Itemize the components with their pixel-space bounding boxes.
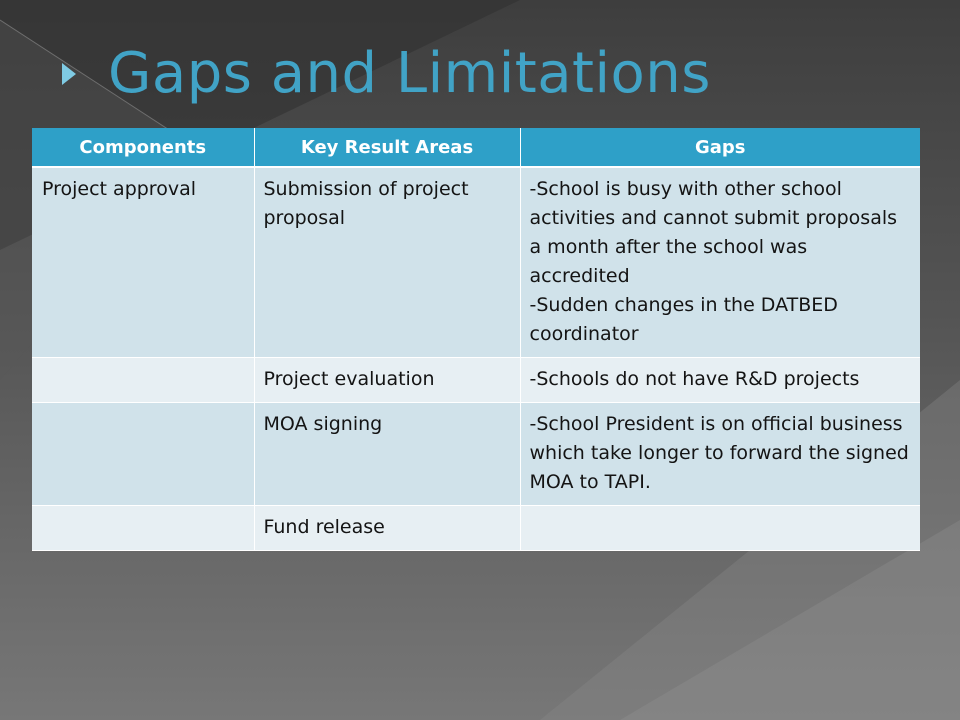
gap-line: -Schools do not have R&D projects: [529, 368, 860, 390]
gap-line: -School is busy with other school activities and cannot submit proposals a month after the school was accredited: [529, 178, 898, 287]
gap-line: -School President is on official business which take longer to forward the signed MOA to TAPI.: [529, 413, 909, 493]
cell-gaps: [520, 403, 920, 506]
gaps-table: [32, 128, 920, 551]
cell-component: [32, 358, 254, 403]
header-key-result-areas: Key Result Areas: [254, 128, 520, 167]
cell-component: [32, 403, 254, 506]
gap-line: -Sudden changes in the DATBED coordinator: [529, 294, 838, 345]
cell-component: Project approval: [32, 167, 254, 358]
cell-gaps: [520, 358, 920, 403]
table-row: [32, 358, 920, 403]
cell-key-result-area: Submission of project proposal: [254, 167, 520, 358]
title-bullet-icon: [62, 63, 76, 85]
cell-key-result-area: Fund release: [254, 506, 520, 551]
header-gaps: Gaps: [520, 128, 920, 167]
header-components: Components: [32, 128, 254, 167]
table-row: [32, 167, 920, 358]
cell-gaps: [520, 506, 920, 551]
cell-component: [32, 506, 254, 551]
cell-key-result-area: MOA signing: [254, 403, 520, 506]
table-header-row: [32, 128, 920, 167]
cell-key-result-area: Project evaluation: [254, 358, 520, 403]
slide-title: Gaps and Limitations: [108, 41, 711, 106]
table-row: [32, 506, 920, 551]
table-row: [32, 403, 920, 506]
cell-gaps: [520, 167, 920, 358]
